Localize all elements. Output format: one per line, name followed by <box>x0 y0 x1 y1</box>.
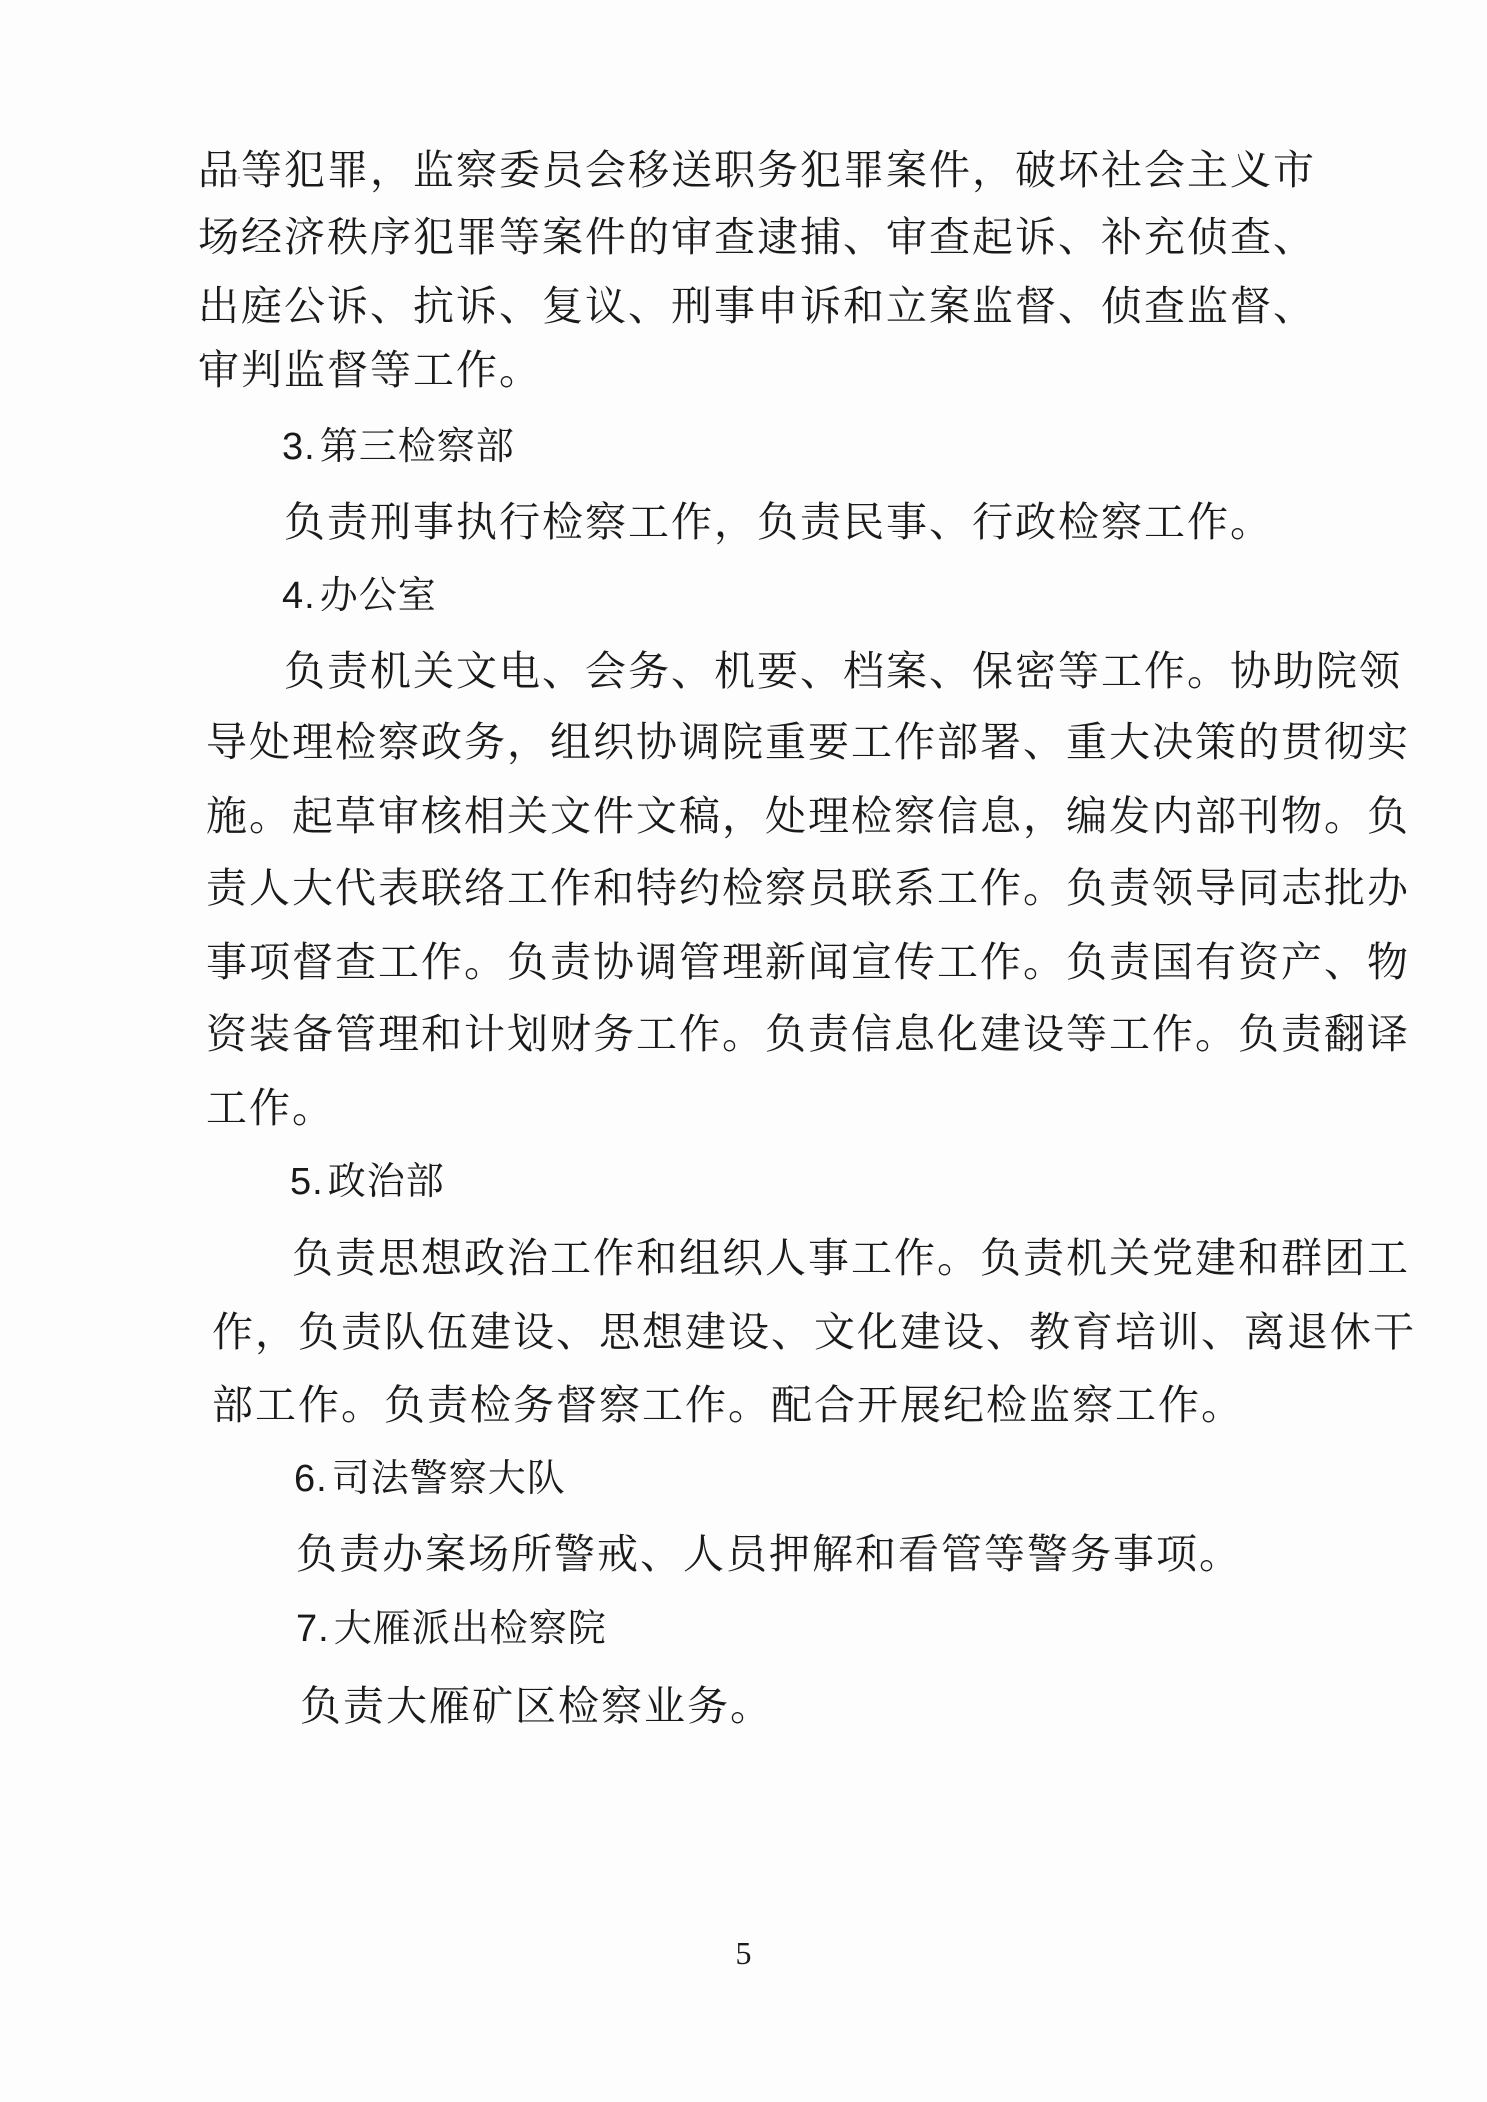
section-number: 7. <box>296 1608 330 1650</box>
paragraph-line: 审判监督等工作。 <box>198 346 542 394</box>
paragraph-line: 工作。 <box>206 1084 335 1132</box>
section-title: 大雁派出检察院 <box>333 1606 607 1650</box>
paragraph-line: 资装备管理和计划财务工作。负责信息化建设等工作。负责翻译 <box>206 1010 1410 1058</box>
paragraph-line: 责人大代表联络工作和特约检察员联系工作。负责领导同志批办 <box>206 864 1410 912</box>
section-title: 办公室 <box>319 573 437 617</box>
page-number: 5 <box>735 1935 752 1971</box>
paragraph-line: 部工作。负责检务督察工作。配合开展纪检监察工作。 <box>212 1381 1244 1429</box>
section-heading <box>294 1450 566 1506</box>
section-number: 5. <box>290 1161 324 1203</box>
paragraph-line: 事项督查工作。负责协调管理新闻宣传工作。负责国有资产、物 <box>206 938 1410 986</box>
paragraph-line: 出庭公诉、抗诉、复议、刑事申诉和立案监督、侦查监督、 <box>198 282 1316 330</box>
section-number: 6. <box>294 1458 328 1500</box>
section-title: 第三检察部 <box>319 424 515 468</box>
paragraph-line: 导处理检察政务，组织协调院重要工作部署、重大决策的贯彻实 <box>206 718 1410 766</box>
section-title: 政治部 <box>327 1159 445 1203</box>
section-title: 司法警察大队 <box>331 1456 566 1500</box>
paragraph-line: 负责机关文电、会务、机要、档案、保密等工作。协助院领 <box>284 647 1402 695</box>
paragraph-line: 品等犯罪，监察委员会移送职务犯罪案件，破坏社会主义市 <box>198 146 1316 194</box>
section-number: 4. <box>282 575 316 617</box>
section-heading <box>290 1153 445 1209</box>
section-heading <box>282 418 515 474</box>
paragraph-line: 负责思想政治工作和组织人事工作。负责机关党建和群团工 <box>292 1234 1410 1282</box>
section-heading <box>282 567 437 623</box>
paragraph-line: 场经济秩序犯罪等案件的审查逮捕、审查起诉、补充侦查、 <box>198 213 1316 261</box>
paragraph-line: 负责刑事执行检察工作，负责民事、行政检察工作。 <box>284 498 1273 546</box>
paragraph-line: 作，负责队伍建设、思想建设、文化建设、教育培训、离退休干 <box>212 1308 1416 1356</box>
section-heading <box>296 1600 607 1656</box>
paragraph-line: 负责大雁矿区检察业务。 <box>300 1682 773 1730</box>
section-number: 3. <box>282 426 316 468</box>
paragraph-line: 施。起草审核相关文件文稿，处理检察信息，编发内部刊物。负 <box>206 792 1410 840</box>
paragraph-line: 负责办案场所警戒、人员押解和看管等警务事项。 <box>296 1530 1242 1578</box>
